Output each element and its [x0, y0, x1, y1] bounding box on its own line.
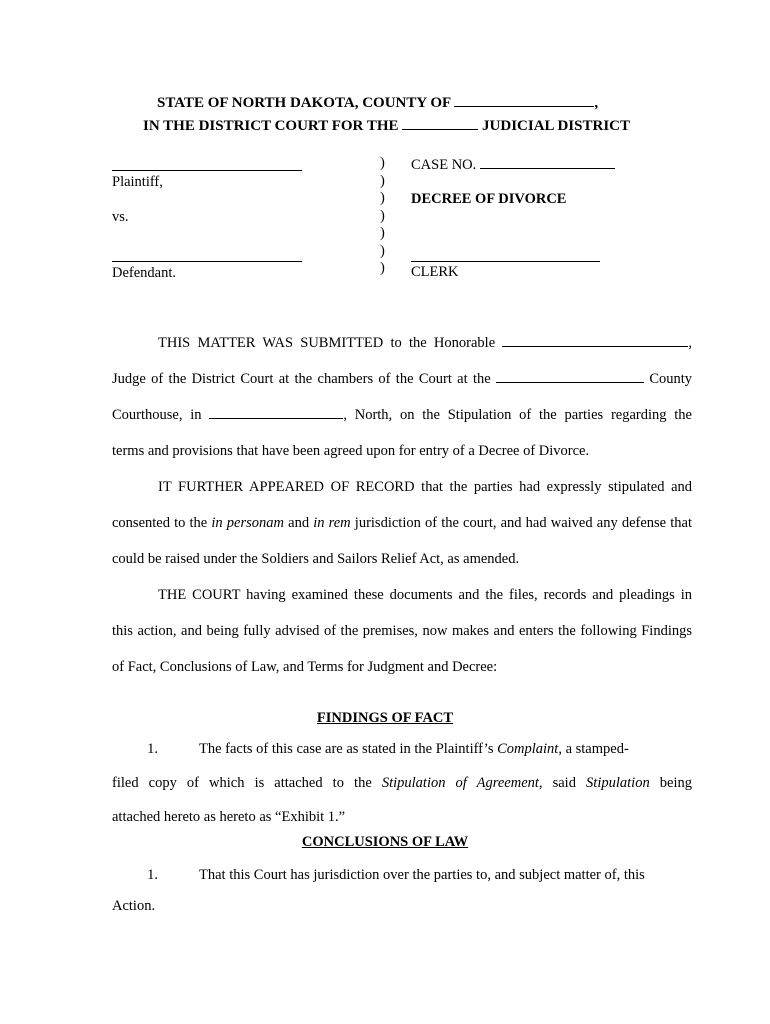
body-text: [112, 332, 692, 692]
plaintiff-name-blank: [112, 170, 302, 171]
conclusions-line-2: Action.: [112, 898, 156, 914]
p3-line-2: this action, and being fully advised of the premises, now makes and enters the following Findings: [112, 623, 692, 639]
findings-line-1: 1. The facts of this case are as stated in the Plaintiff’s Complaint, a stamped-: [147, 741, 629, 757]
judge-blank: [502, 334, 688, 347]
findings-line-2: filed copy of which is attached to the Stipulation of Agreement, said Stipulation being: [112, 775, 692, 791]
court-header-line-1: STATE OF NORTH DAKOTA, COUNTY OF ,: [157, 95, 599, 111]
chambers-county-blank: [496, 370, 644, 383]
p1-line-3: Courthouse, in , North, on the Stipulation of the parties regarding the: [112, 407, 692, 423]
vs-label: vs.: [112, 209, 129, 225]
county-blank: [454, 94, 594, 107]
case-number-line: CASE NO.: [411, 156, 615, 174]
p3-line-3: of Fact, Conclusions of Law, and Terms for Judgment and Decree:: [112, 659, 498, 675]
p1-line-4: terms and provisions that have been agreed upon for entry of a Decree of Divorce.: [112, 443, 590, 459]
caption-parens: ) ) ) ) ) ) ): [380, 155, 385, 276]
p1-line-2: Judge of the District Court at the chambers of the Court at the County: [112, 371, 693, 387]
p2-line-1: IT FURTHER APPEARED OF RECORD that the parties had expressly stipulated and: [158, 479, 692, 495]
findings-text: [112, 738, 692, 832]
conclusions-line-1: 1. That this Court has jurisdiction over the parties to, and subject matter of, this: [147, 867, 645, 883]
conclusions-heading: CONCLUSIONS OF LAW: [301, 834, 469, 850]
plaintiff-label: Plaintiff,: [112, 174, 163, 190]
defendant-label: Defendant.: [112, 265, 177, 281]
p2-line-2: consented to the in personam and in rem jurisdiction of the court, and had waived any defense that: [112, 515, 692, 531]
findings-heading: FINDINGS OF FACT: [316, 710, 454, 726]
case-number-blank: [480, 156, 615, 169]
p1-line-1: THIS MATTER WAS SUBMITTED to the Honorable ,: [158, 335, 692, 351]
district-blank: [402, 117, 478, 130]
defendant-name-blank: [112, 261, 302, 262]
conclusions-text: [112, 864, 692, 931]
findings-line-3: attached hereto as hereto as “Exhibit 1.”: [112, 809, 346, 825]
clerk-blank: [411, 261, 600, 262]
p2-line-3: could be raised under the Soldiers and Sailors Relief Act, as amended.: [112, 551, 520, 567]
p3-line-1: THE COURT having examined these documents and the files, records and pleadings in: [158, 587, 692, 603]
court-header-line-2: IN THE DISTRICT COURT FOR THE JUDICIAL DISTRICT: [143, 118, 630, 134]
document-title: DECREE OF DIVORCE: [411, 191, 567, 207]
courthouse-city-blank: [209, 406, 343, 419]
clerk-label: CLERK: [411, 264, 459, 280]
